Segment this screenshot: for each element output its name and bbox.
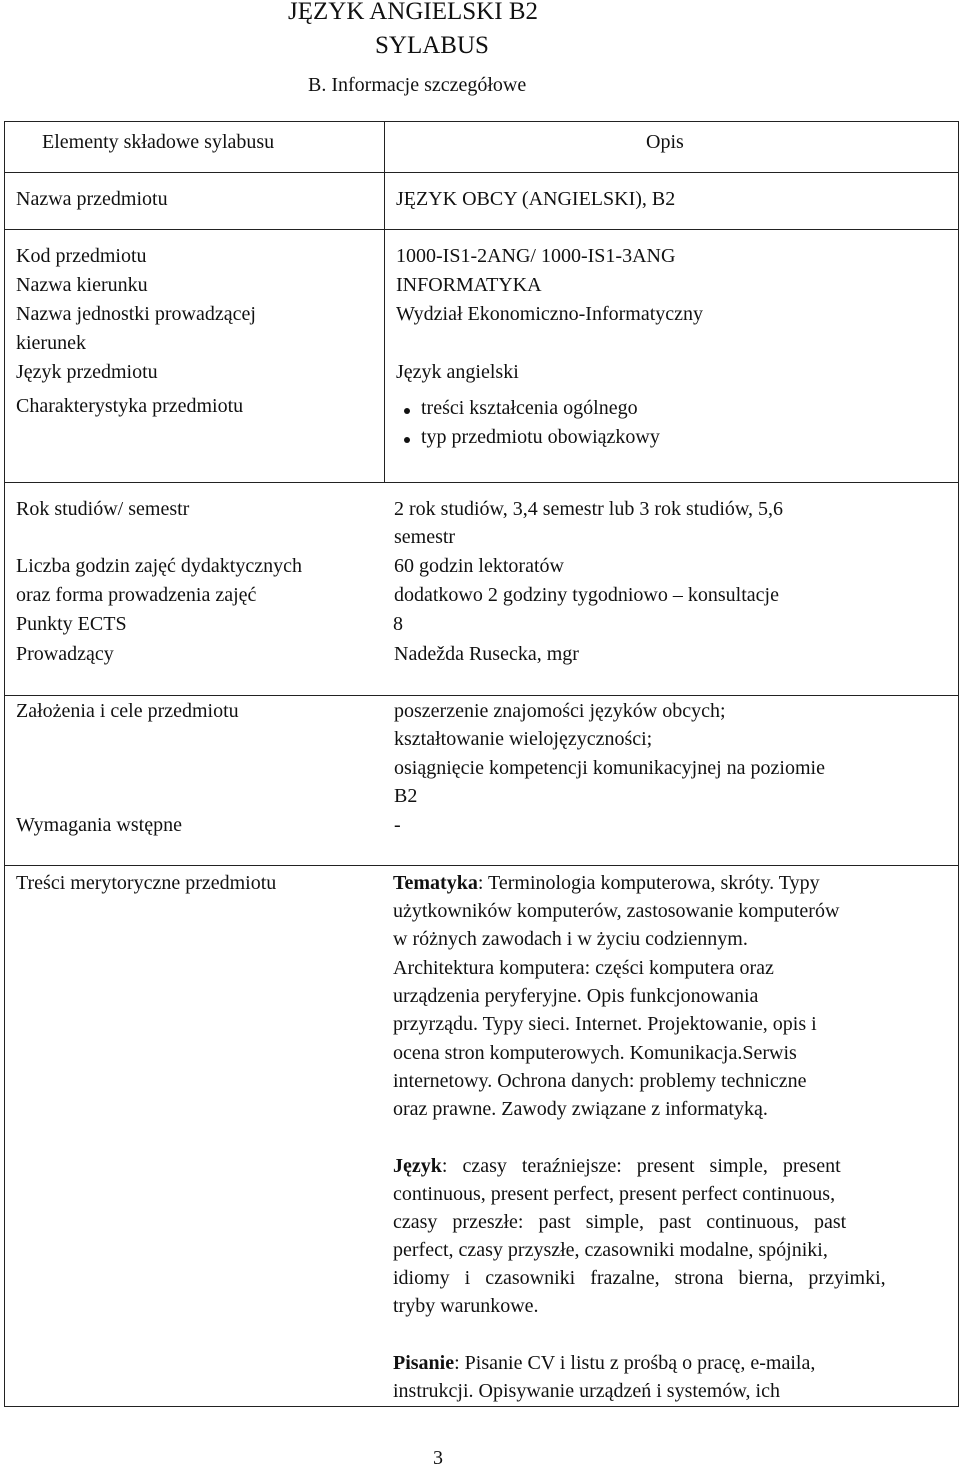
unit-name-label-cont: kierunek xyxy=(16,332,86,354)
column-header-description: Opis xyxy=(646,131,684,153)
grammar-line: Język: czasy teraźniejsze: present simple, present xyxy=(393,1155,841,1177)
table-rule xyxy=(4,229,959,230)
topics-line: w różnych zawodach i w życiu codziennym. xyxy=(393,928,748,950)
writing-heading: Pisanie xyxy=(393,1352,455,1374)
course-name-label: Nazwa przedmiotu xyxy=(16,188,168,210)
grammar-heading: Język xyxy=(393,1155,442,1177)
characteristics-item: treści kształcenia ogólnego xyxy=(421,397,638,419)
topics-line: przyrządu. Typy sieci. Internet. Projektowanie, opis i xyxy=(393,1013,817,1035)
topics-heading: Tematyka xyxy=(393,872,478,894)
grammar-line: continuous, present perfect, present perfect continuous, xyxy=(393,1183,836,1205)
goals-value: poszerzenie znajomości języków obcych; xyxy=(394,700,726,722)
topics-line: Tematyka: Terminologia komputerowa, skróty. Typy xyxy=(393,872,820,894)
hours-label-cont: oraz forma prowadzenia zajęć xyxy=(16,584,257,606)
goals-value: kształtowanie wielojęzyczności; xyxy=(394,728,653,750)
page-number: 3 xyxy=(433,1447,443,1469)
bullet-icon xyxy=(404,408,410,414)
topics-line: ocena stron komputerowych. Komunikacja.Serwis xyxy=(393,1042,797,1064)
grammar-line: tryby warunkowe. xyxy=(393,1295,539,1317)
document-title: JĘZYK ANGIELSKI B2 xyxy=(288,0,538,25)
unit-name-label: Nazwa jednostki prowadzącej xyxy=(16,303,256,325)
characteristics-label: Charakterystyka przedmiotu xyxy=(16,395,244,417)
course-name-value: JĘZYK OBCY (ANGIELSKI), B2 xyxy=(396,188,676,210)
instructor-value: Nadežda Rusecka, mgr xyxy=(394,643,579,665)
year-semester-value-cont: semestr xyxy=(394,526,456,548)
hours-value: 60 godzin lektoratów xyxy=(394,555,564,577)
instructor-label: Prowadzący xyxy=(16,643,114,665)
hours-value-cont: dodatkowo 2 godziny tygodniowo – konsultacje xyxy=(394,584,779,606)
content-label: Treści merytoryczne przedmiotu xyxy=(16,872,277,894)
unit-name-value: Wydział Ekonomiczno-Informatyczny xyxy=(396,303,704,325)
course-code-label: Kod przedmiotu xyxy=(16,245,147,267)
topics-line: oraz prawne. Zawody związane z informatyką. xyxy=(393,1098,768,1120)
year-semester-value: 2 rok studiów, 3,4 semestr lub 3 rok studiów, 5,6 xyxy=(394,498,784,520)
topics-line: Architektura komputera: części komputera oraz xyxy=(393,957,774,979)
writing-line: Pisanie: Pisanie CV i listu z prośbą o pracę, e-maila, xyxy=(393,1352,816,1374)
language-label: Język przedmiotu xyxy=(16,361,158,383)
year-semester-label: Rok studiów/ semestr xyxy=(16,498,190,520)
course-code-value: 1000-IS1-2ANG/ 1000-IS1-3ANG xyxy=(396,245,676,267)
hours-label: Liczba godzin zajęć dydaktycznych xyxy=(16,555,302,577)
field-name-label: Nazwa kierunku xyxy=(16,274,148,296)
goals-label: Założenia i cele przedmiotu xyxy=(16,700,239,722)
topics-line: urządzenia peryferyjne. Opis funkcjonowania xyxy=(393,985,759,1007)
ects-label: Punkty ECTS xyxy=(16,613,127,635)
prerequisites-value: - xyxy=(394,814,401,836)
prerequisites-label: Wymagania wstępne xyxy=(16,814,182,836)
field-name-value: INFORMATYKA xyxy=(396,274,542,296)
goals-value: osiągnięcie kompetencji komunikacyjnej na poziomie xyxy=(394,757,825,779)
table-divider xyxy=(384,121,385,483)
column-header-elements: Elementy składowe sylabusu xyxy=(42,131,275,153)
ects-value: 8 xyxy=(393,613,403,635)
characteristics-item: typ przedmiotu obowiązkowy xyxy=(421,426,660,448)
topics-line: użytkowników komputerów, zastosowanie komputerów xyxy=(393,900,840,922)
topics-line: internetowy. Ochrona danych: problemy techniczne xyxy=(393,1070,807,1092)
bullet-icon xyxy=(404,437,410,443)
grammar-line: idiomy i czasowniki frazalne, strona bierna, przyimki, xyxy=(393,1267,886,1289)
table-rule xyxy=(4,172,959,173)
section-heading: B. Informacje szczegółowe xyxy=(308,74,527,96)
writing-line: instrukcji. Opisywanie urządzeń i systemów, ich xyxy=(393,1380,780,1402)
grammar-line: czasy przeszłe: past simple, past continuous, past xyxy=(393,1211,847,1233)
grammar-line: perfect, czasy przyszłe, czasowniki modalne, spójniki, xyxy=(393,1239,828,1261)
language-value: Język angielski xyxy=(396,361,519,383)
document-subtitle: SYLABUS xyxy=(375,32,489,59)
goals-value: B2 xyxy=(394,785,418,807)
